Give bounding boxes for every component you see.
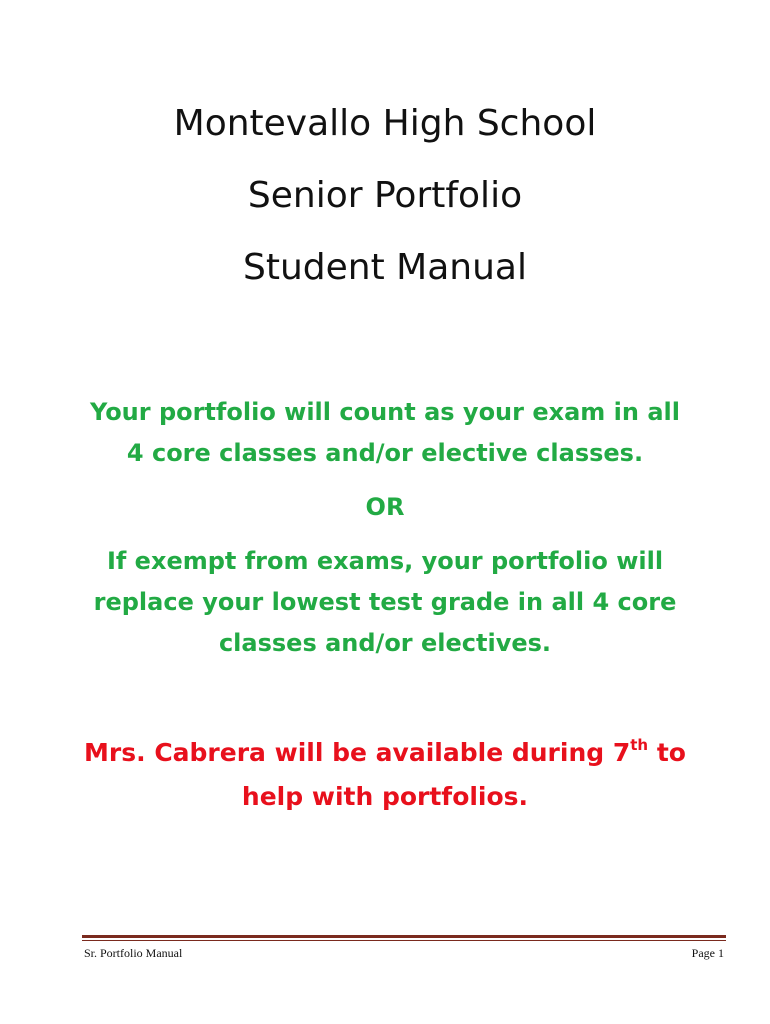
footer-page-number: Page 1 — [691, 946, 724, 960]
notice-line-3: If exempt from exams, your portfolio will — [106, 547, 664, 575]
help-line-1-text: Mrs. Cabrera will be available during 7 — [84, 738, 631, 767]
title-line-portfolio: Senior Portfolio — [247, 175, 523, 216]
notice-line-2: 4 core classes and/or elective classes. — [126, 439, 644, 467]
notice-line-4: replace your lowest test grade in all 4 core — [93, 588, 677, 616]
title-line-manual: Student Manual — [243, 247, 527, 288]
help-ordinal-suffix: th — [630, 736, 649, 754]
footer-manual-name: Sr. Portfolio Manual — [84, 946, 183, 960]
footer-divider — [82, 935, 726, 938]
title-line-school: Montevallo High School — [173, 103, 597, 144]
help-line-2: help with portfolios. — [241, 782, 529, 811]
footer-divider-thin — [82, 940, 726, 941]
notice-or: OR — [365, 493, 405, 521]
notice-line-1: Your portfolio will count as your exam in all — [90, 398, 680, 426]
notice-line-5: classes and/or electives. — [218, 629, 552, 657]
help-line-1-end: to — [648, 738, 686, 767]
help-line-1 — [0, 736, 770, 767]
